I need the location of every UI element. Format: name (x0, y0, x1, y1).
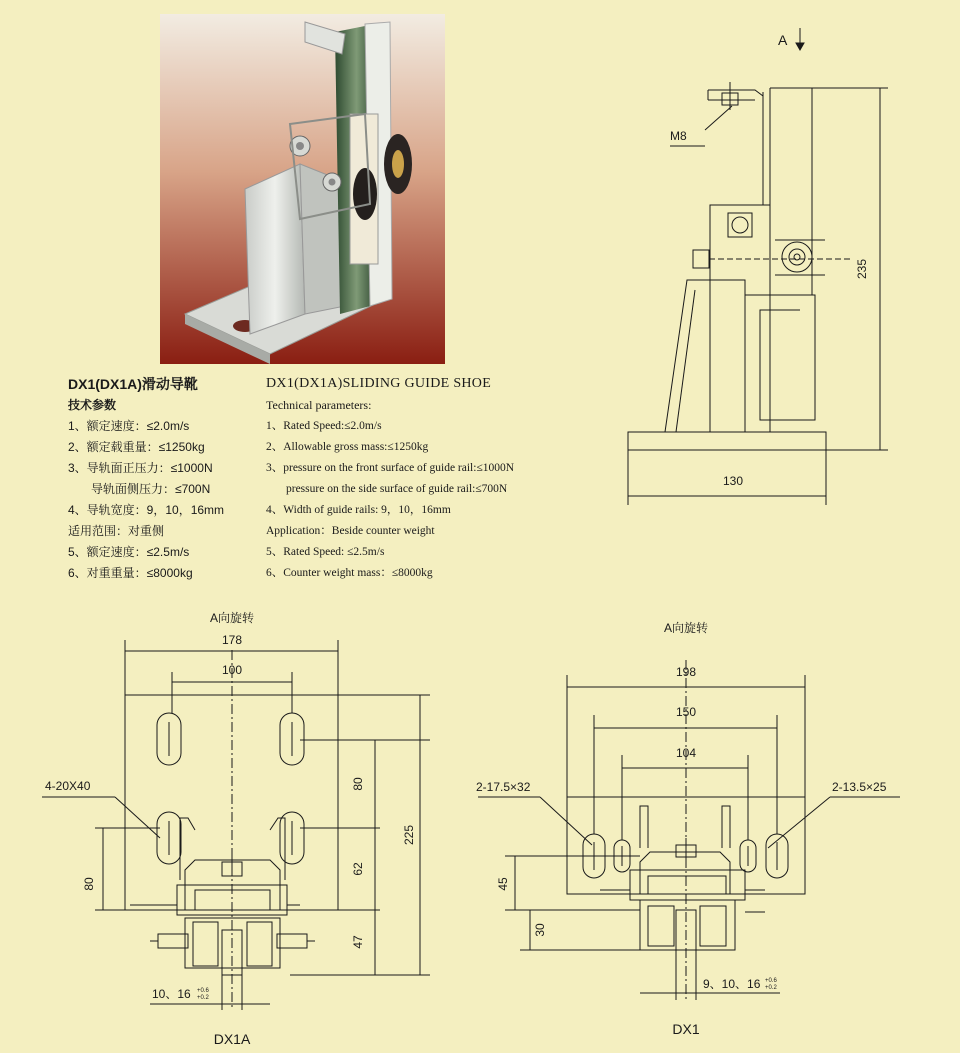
dx1a-dim-178: 178 (221, 633, 243, 647)
spec-en-line: 6、Counter weight mass：≤8000kg (266, 567, 433, 579)
dx1a-dim-47: 47 (351, 935, 365, 949)
dx1a-dim-80-right: 80 (351, 777, 365, 791)
dx1-dim-150: 150 (675, 705, 697, 719)
dx1a-dim-225: 225 (402, 824, 416, 846)
dx1-dim-198: 198 (675, 665, 697, 679)
spec-en-line: pressure on the side surface of guide rail:≤700N (286, 483, 508, 495)
dx1-rail-label: 9、10、16 (703, 977, 761, 991)
spec-en-line: 4、Width of guide rails: 9，10，16mm (266, 504, 451, 516)
dx1a-view-title: A向旋转 (209, 611, 255, 625)
spec-cn-line: 4、导轨宽度：9，10，16mm (68, 503, 225, 517)
dx1-dim-45: 45 (496, 877, 510, 891)
side-view-drawing (600, 20, 900, 520)
spec-cn-line: 3、导轨面正压力：≤1000N (68, 461, 213, 475)
spec-cn-line: 1、额定速度：≤2.0m/s (68, 419, 190, 433)
dx1-slot-left-label: 2-17.5×32 (476, 780, 531, 794)
dx1-dim-104: 104 (675, 746, 697, 760)
spec-cn (68, 373, 224, 584)
dx1-view-title: A向旋转 (663, 621, 709, 635)
spec-cn-line: 5、额定速度：≤2.5m/s (68, 545, 190, 559)
m8-label: M8 (670, 129, 687, 143)
dim-235: 235 (855, 258, 869, 280)
spec-cn-line: 6、对重重量：≤8000kg (68, 566, 193, 580)
dx1a-rail-label: 10、16 (152, 987, 191, 1001)
spec-cn-title: DX1(DX1A)滑动导靴 (68, 376, 198, 392)
dim-130: 130 (722, 474, 744, 488)
dx1a-slot-label: 4-20X40 (45, 779, 91, 793)
spec-cn-line: 2、额定载重量：≤1250kg (68, 440, 205, 454)
spec-en-title: DX1(DX1A)SLIDING GUIDE SHOE (266, 376, 492, 391)
spec-en-line: 2、Allowable gross mass:≤1250kg (266, 441, 429, 453)
spec-en-line: 1、Rated Speed:≤2.0m/s (266, 420, 382, 432)
spec-en-line: Application：Beside counter weight (266, 525, 435, 537)
product-photo (160, 14, 445, 364)
dx1-drawing (460, 610, 920, 1053)
dx1a-tol-upper: +0.6 (197, 988, 209, 994)
dx1a-caption: DX1A (213, 1031, 251, 1047)
spec-en-line: 5、Rated Speed: ≤2.5m/s (266, 546, 385, 558)
spec-cn-subtitle: 技术参数 (68, 398, 117, 412)
dx1a-dim-62: 62 (351, 862, 365, 876)
spec-cn-line: 导轨面侧压力：≤700N (91, 482, 211, 496)
spec-en-line: 3、pressure on the front surface of guide rail:≤1000N (266, 462, 515, 474)
spec-en (266, 373, 514, 584)
spec-cn-line: 适用范围：对重侧 (68, 524, 165, 538)
arrow-a-label: A (778, 32, 788, 48)
dx1a-dim-100: 100 (221, 663, 243, 677)
spec-en-subtitle: Technical parameters: (266, 398, 372, 412)
dx1a-dim-80-left: 80 (82, 877, 96, 891)
dx1-slot-right-label: 2-13.5×25 (832, 780, 887, 794)
dx1a-drawing (40, 600, 460, 1053)
dx1a-tol-lower: +0.2 (197, 995, 209, 1001)
dx1-caption: DX1 (672, 1021, 700, 1037)
dx1-dim-30: 30 (533, 923, 547, 937)
dx1-tol-lower: +0.2 (765, 985, 777, 991)
dx1-tol-upper: +0.6 (765, 978, 777, 984)
